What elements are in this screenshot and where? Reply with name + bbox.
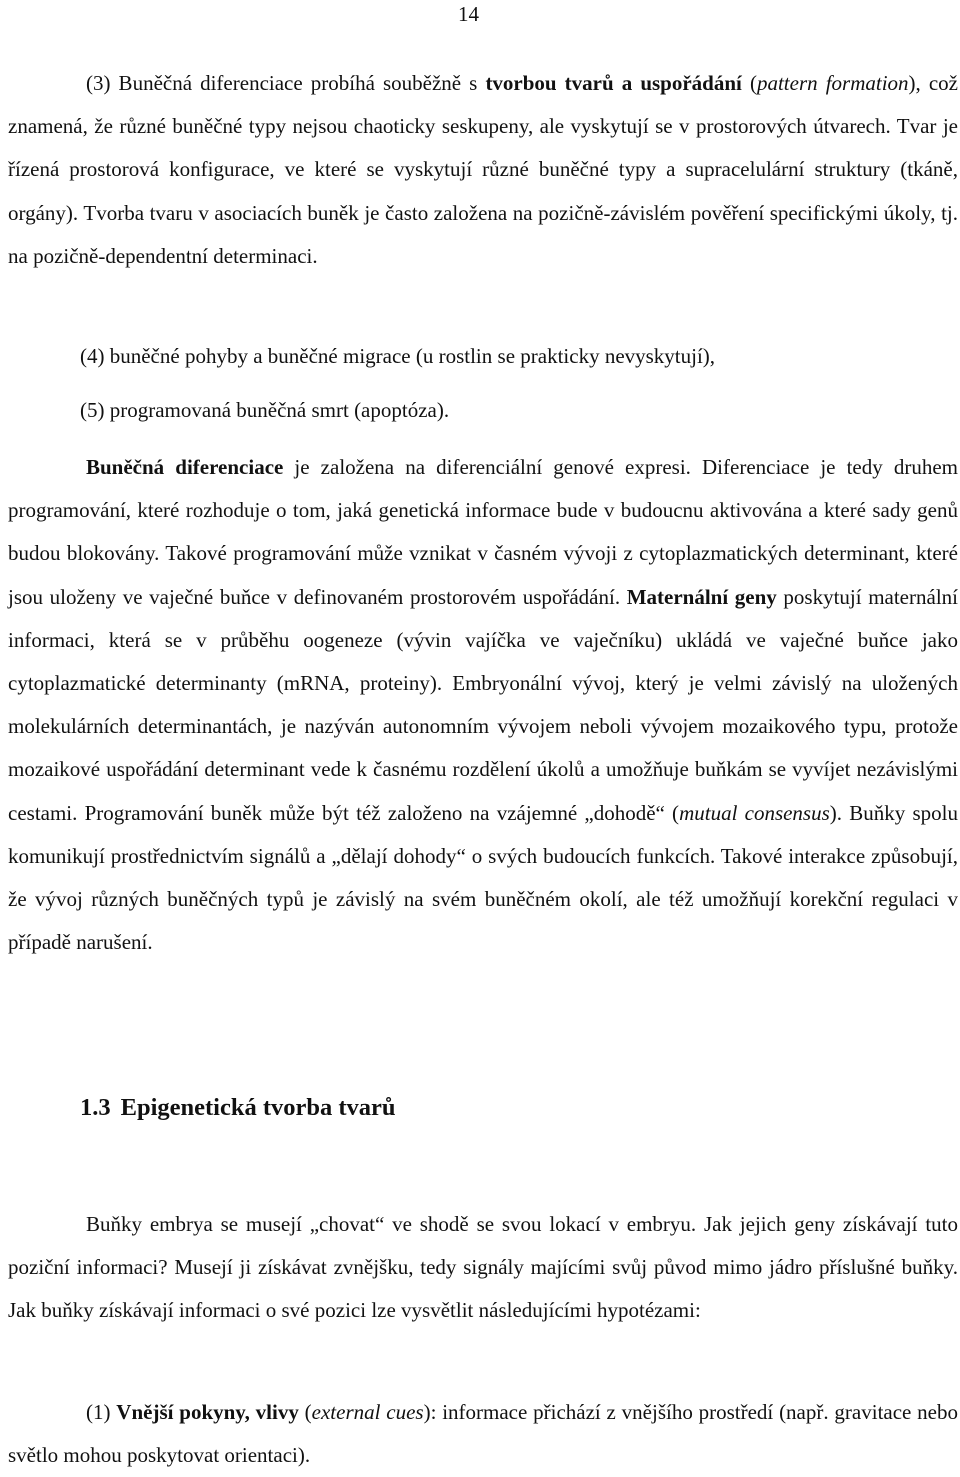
text-run: ), což znamená, že různé buněčné typy nejsou chaoticky seskupeny, ale vyskytují se v prostorových útvarech. Tvar je řízená prostorová konfigurace, ve které se vyskytují různé buněčné typy a supracelulární struktury (tkáně, orgány). Tvorba tvaru v asociacích buněk je často založena na pozičně-závislém pověření specifickými úkoly, tj. na pozičně-dependentní determinaci. xyxy=(8,71,958,268)
list-item-5: (5) programovaná buněčná smrt (apoptóza). xyxy=(80,398,450,422)
section-title: Epigenetická tvorba tvarů xyxy=(120,1094,396,1121)
paragraph-positional-information xyxy=(8,1203,958,1333)
section-heading xyxy=(80,1094,396,1122)
section-number: 1.3 xyxy=(80,1094,111,1121)
paragraph-external-cues xyxy=(8,1391,958,1477)
bold-term: Buněčná diferenciace xyxy=(86,455,284,479)
text-run: ( xyxy=(741,71,757,95)
text-run: (3) Buněčná diferenciace probíhá souběžně s xyxy=(86,71,486,95)
text-run: ): informace přichází z vnějšího prostředí (např. gravitace nebo světlo mohou poskytovat orientaci). xyxy=(8,1400,958,1468)
italic-term: pattern formation xyxy=(756,71,909,95)
text-run: Buňky embrya se musejí „chovat“ ve shodě se svou lokací v embryu. Jak jejich geny získávají tuto poziční informaci? Musejí ji získávat zvnějšku, tedy signály majícími svůj původ mimo jádro příslušné buňky. Jak buňky získávají informaci o své pozici lze vysvětlit následujícími hypotézami: xyxy=(8,1212,958,1323)
text-run: je založena na diferenciální genové expresi. Diferenciace je tedy druhem programování, které rozhoduje o tom, jaká genetická informace bude v budoucnu aktivována a které sady genů budou blokovány. Takové programování může vznikat v časném vývoji z cytoplazmatických determinant, které jsou uloženy ve vaječné buňce v definovaném prostorovém uspořádání. xyxy=(8,455,958,609)
page-number: 14 xyxy=(458,2,479,26)
text-run: ( xyxy=(298,1400,312,1424)
italic-term: mutual consensus xyxy=(679,800,830,825)
text-run: (1) xyxy=(86,1400,117,1424)
text-run: poskytují maternální informaci, která se v průběhu oogeneze (vývin vajíčka ve vaječníku) ukládá ve vaječné buňce jako cytoplazmatické determinanty (mRNA, proteiny). Embryonální vývoj, který je velmi závislý na uložených molekulárních determinantách, je nazýván autonomním vývojem neboli vývojem mozaikového typu, protože mozaikové uspořádání determinant vede k časnému rozdělení úkolů a umožňuje buňkám se vyvíjet nezávislými cestami. Programování buněk může být též založeno na vzájemné „dohodě“ ( xyxy=(8,584,958,825)
paragraph-pattern-formation xyxy=(8,62,958,278)
text-run: ). Buňky spolu komunikují prostřednictvím signálů a „dělají dohody“ o svých budoucích funkcích. Takové interakce způsobují, že vývoj různých buněčných typů je závislý na svém buněčném okolí, ale též umožňují korekční regulaci v případě narušení. xyxy=(8,800,958,955)
italic-term: external cues xyxy=(311,1400,424,1424)
paragraph-cell-differentiation xyxy=(8,446,958,964)
bold-term: Maternální geny xyxy=(626,584,777,609)
bold-term: Vnější pokyny, vlivy xyxy=(116,1400,299,1424)
list-item-4: (4) buněčné pohyby a buněčné migrace (u rostlin se prakticky nevyskytují), xyxy=(80,344,716,368)
bold-term: tvorbou tvarů a uspořádání xyxy=(485,71,742,95)
